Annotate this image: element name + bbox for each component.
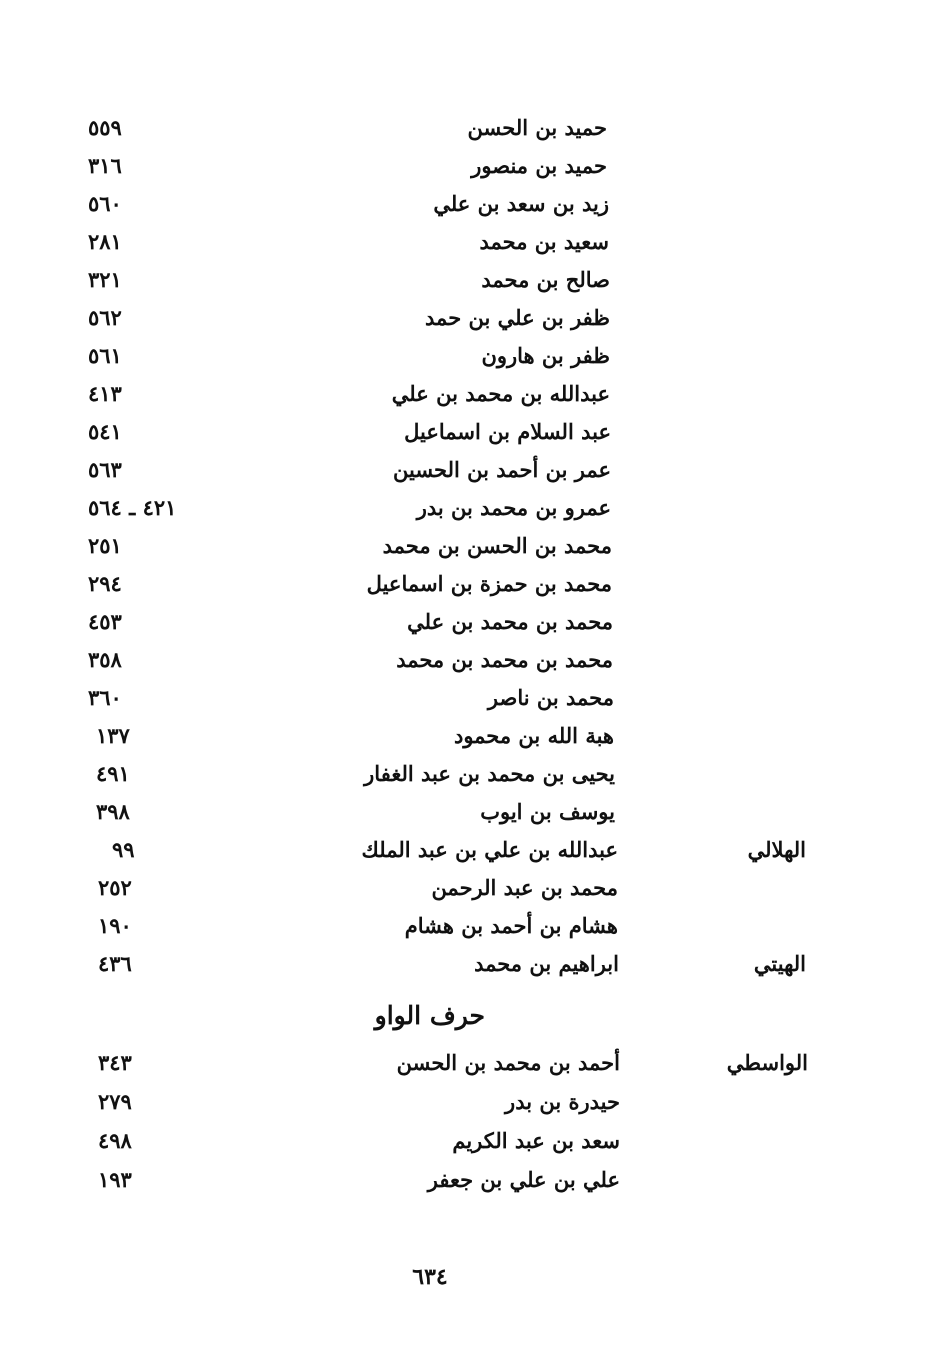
index-entry	[0, 871, 940, 905]
entry-pages: ١٩٣	[98, 1167, 132, 1192]
entry-name: هبة الله بن محمود	[453, 723, 614, 748]
index-entry	[0, 681, 940, 715]
entry-name: محمد بن محمد بن محمد	[396, 647, 613, 672]
entry-pages: ٤٣٦	[98, 951, 132, 976]
index-entry	[0, 1124, 940, 1158]
nisba-label: الهيتي	[753, 951, 806, 976]
index-entry	[0, 1046, 940, 1080]
entry-pages: ٥٦٣	[88, 457, 122, 482]
entry-name: سعد بن عبد الكريم	[452, 1128, 620, 1153]
index-entry	[0, 491, 940, 525]
entry-name: محمد بن محمد بن علي	[407, 609, 613, 634]
entry-pages: ٤٩١	[96, 761, 130, 786]
nisba-label: الهلالي	[747, 837, 806, 862]
entry-pages: ٣٦٠	[88, 685, 122, 710]
index-entry	[0, 149, 940, 183]
index-entry	[0, 909, 940, 943]
index-entry	[0, 111, 940, 145]
entry-pages: ٢٩٤	[88, 571, 122, 596]
entry-name: يحيى بن محمد بن عبد الغفار	[364, 761, 615, 786]
entry-pages: ٥٤١	[88, 419, 122, 444]
entry-name: محمد بن حمزة بن اسماعيل	[366, 571, 612, 596]
entry-pages: ٢٥١	[88, 533, 122, 558]
entry-name: محمد بن عبد الرحمن	[431, 875, 618, 900]
entry-pages: ٢٥٢	[98, 875, 132, 900]
entry-name: هشام بن أحمد بن هشام	[404, 913, 618, 938]
index-entry	[0, 795, 940, 829]
entry-pages: ٤٢١ ـ ٥٦٤	[88, 495, 177, 520]
index-entry	[0, 719, 940, 753]
index-entry	[0, 415, 940, 449]
index-entry	[0, 1085, 940, 1119]
section-heading: حرف الواو	[374, 1001, 485, 1030]
entry-name: زيد بن سعد بن علي	[433, 191, 609, 216]
entry-pages: ٣٩٨	[96, 799, 130, 824]
entry-pages: ٥٦٢	[88, 305, 122, 330]
entry-pages: ٢٨١	[88, 229, 122, 254]
entry-pages: ٥٦٠	[88, 191, 122, 216]
entry-name: يوسف بن ايوب	[480, 799, 615, 824]
entry-pages: ٤٩٨	[98, 1128, 132, 1153]
entry-name: عبدالله بن محمد بن علي	[391, 381, 610, 406]
entry-name: سعيد بن محمد	[479, 229, 609, 254]
entry-pages: ٥٥٩	[88, 115, 122, 140]
page-number: ٦٣٤	[412, 1264, 448, 1290]
index-entry	[0, 263, 940, 297]
entry-name: عبدالله بن علي بن عبد الملك	[361, 837, 618, 862]
index-entry	[0, 377, 940, 411]
index-entry	[0, 529, 940, 563]
index-entry	[0, 567, 940, 601]
entry-pages: ٩٩	[112, 837, 135, 862]
entry-name: عبد السلام بن اسماعيل	[404, 419, 611, 444]
entry-name: أحمد بن محمد بن الحسن	[396, 1050, 620, 1075]
entry-pages: ٣٢١	[88, 267, 122, 292]
entry-name: عمر بن أحمد بن الحسين	[393, 457, 611, 482]
index-entry	[0, 187, 940, 221]
index-entry	[0, 339, 940, 373]
index-entry	[0, 757, 940, 791]
entry-pages: ٥٦١	[88, 343, 122, 368]
entry-name: حيدرة بن بدر	[505, 1089, 620, 1114]
entry-pages: ٣٥٨	[88, 647, 122, 672]
index-entry	[0, 947, 940, 981]
entry-pages: ١٣٧	[96, 723, 130, 748]
entry-name: صالح بن محمد	[481, 267, 610, 292]
entry-pages: ٣١٦	[88, 153, 122, 178]
entry-pages: ٢٧٩	[98, 1089, 132, 1114]
index-entry	[0, 1163, 940, 1197]
entry-pages: ١٩٠	[98, 913, 132, 938]
entry-name: حميد بن منصور	[471, 153, 607, 178]
index-entry	[0, 301, 940, 335]
index-entry	[0, 225, 940, 259]
entry-name: عمرو بن محمد بن بدر	[416, 495, 611, 520]
entry-name: محمد بن الحسن بن محمد	[382, 533, 612, 558]
nisba-label: الواسطي	[726, 1050, 808, 1075]
entry-name: محمد بن ناصر	[487, 685, 614, 710]
entry-name: ظفر بن علي بن حمد	[425, 305, 610, 330]
entry-pages: ٤٥٣	[88, 609, 122, 634]
entry-name: ظفر بن هارون	[481, 343, 610, 368]
entry-pages: ٣٤٣	[98, 1050, 132, 1075]
index-entry	[0, 453, 940, 487]
entry-name: ابراهيم بن محمد	[474, 951, 619, 976]
entry-pages: ٤١٣	[88, 381, 122, 406]
entry-name: حميد بن الحسن	[467, 115, 607, 140]
index-entry	[0, 643, 940, 677]
index-entry	[0, 833, 940, 867]
entry-name: علي بن علي بن جعفر	[427, 1167, 620, 1192]
index-entry	[0, 605, 940, 639]
